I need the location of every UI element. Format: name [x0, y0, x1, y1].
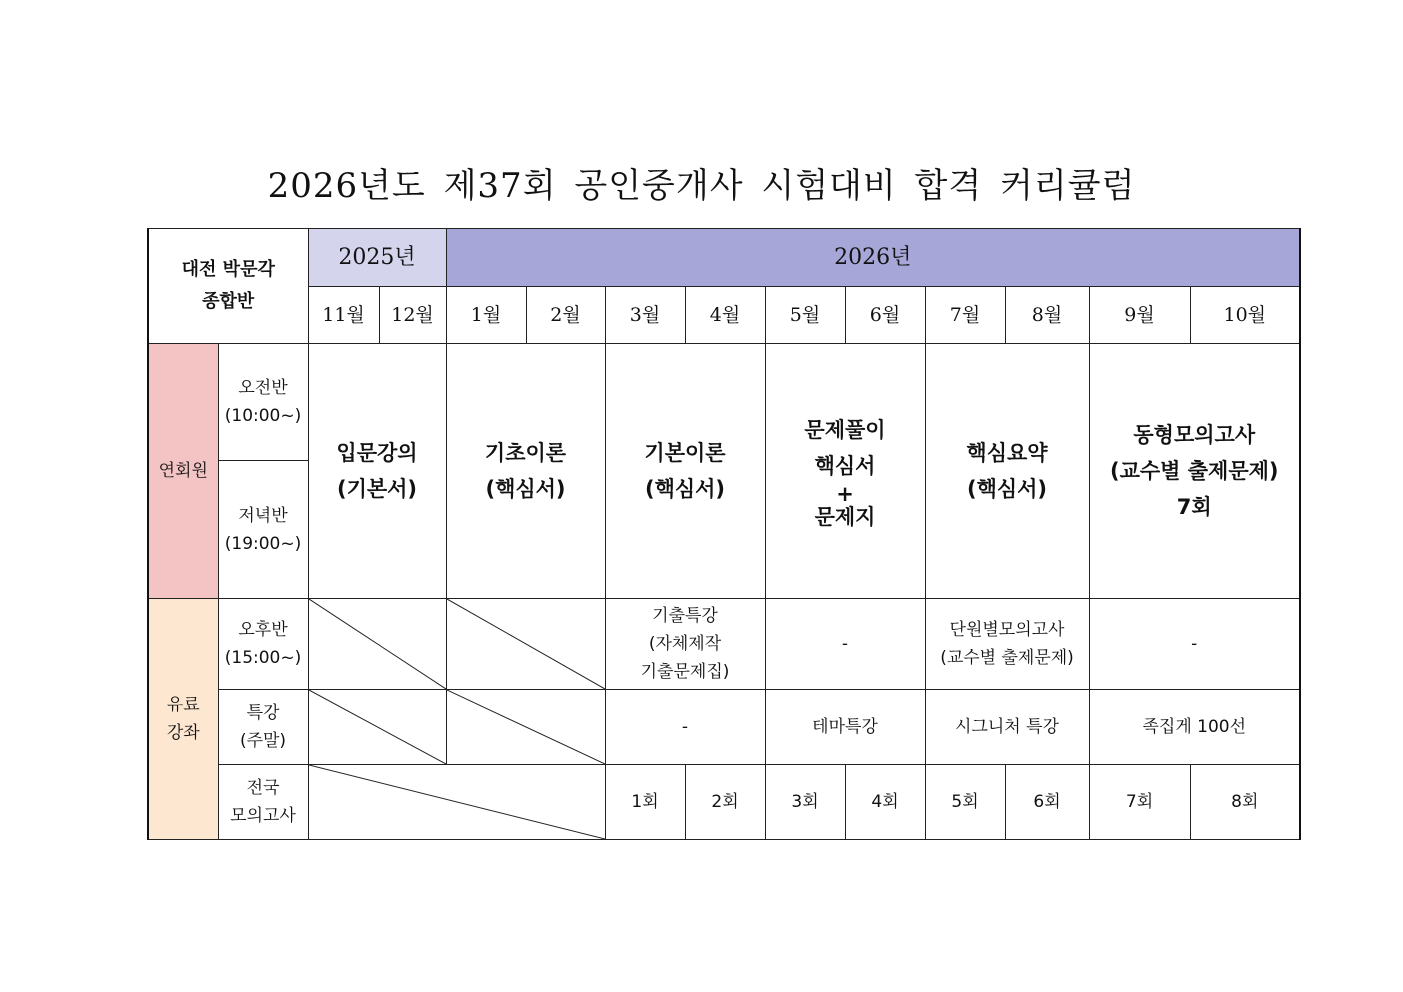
special-class-sub: (주말) — [239, 731, 287, 751]
mock-round: 4회 — [845, 765, 925, 840]
member-group-label: 연회원 — [148, 344, 218, 599]
month-header: 4월 — [685, 287, 765, 344]
course-title: 기초이론 — [484, 441, 567, 465]
course-fundamental-theory — [605, 344, 765, 599]
course-book: (핵심서) — [966, 477, 1048, 501]
paid-group-label-line: 유료 — [166, 695, 200, 715]
month-header: 10월 — [1190, 287, 1300, 344]
course-book: 기출문제집) — [640, 662, 730, 682]
diagonal-line — [447, 690, 605, 764]
course-book: 핵심서 — [814, 454, 876, 478]
course-title: 기출특강 — [652, 606, 718, 626]
org-name: 대전 박문각 — [181, 259, 275, 280]
special-course-none: - — [605, 690, 765, 765]
course-title: 문제풀이 — [804, 418, 886, 442]
evening-class-cell — [218, 461, 308, 599]
afternoon-course-past-exam — [605, 599, 765, 690]
empty-diagonal-cell — [308, 690, 446, 765]
special-course-theme: 테마특강 — [765, 690, 925, 765]
course-book: (핵심서) — [644, 477, 726, 501]
month-header: 9월 — [1089, 287, 1190, 344]
empty-diagonal-cell — [446, 599, 605, 690]
month-header: 8월 — [1005, 287, 1089, 344]
paid-group-label-line: 강좌 — [166, 723, 200, 743]
course-intro — [308, 344, 446, 599]
year-2026-header: 2026년 — [446, 229, 1300, 287]
diagonal-line — [309, 765, 605, 839]
course-title: 기본이론 — [644, 441, 726, 465]
paid-group-label — [148, 599, 218, 840]
empty-diagonal-cell — [308, 765, 605, 840]
mock-exam-label: 전국 — [246, 778, 280, 798]
evening-class-time: (19:00~) — [224, 533, 302, 554]
morning-class-cell — [218, 344, 308, 461]
course-book: 문제지 — [814, 505, 876, 529]
evening-class-label: 저녁반 — [238, 505, 288, 526]
special-class-cell — [218, 690, 308, 765]
month-header: 2월 — [526, 287, 605, 344]
diagonal-line — [309, 690, 446, 764]
curriculum-table — [147, 228, 1301, 840]
mock-round: 1회 — [605, 765, 685, 840]
mock-round: 6회 — [1005, 765, 1089, 840]
mock-exam-label: 모의고사 — [230, 806, 296, 826]
course-title: 단원별모의고사 — [949, 620, 1065, 640]
afternoon-class-label: 오후반 — [238, 620, 288, 640]
year-2025-header: 2025년 — [308, 229, 446, 287]
org-header-cell — [148, 229, 308, 344]
special-course-top100: 족집게 100선 — [1089, 690, 1300, 765]
month-header: 7월 — [925, 287, 1005, 344]
course-problem-solving — [765, 344, 925, 599]
month-header: 12월 — [379, 287, 446, 344]
diagonal-line — [309, 599, 446, 689]
special-course-signature: 시그니처 특강 — [925, 690, 1089, 765]
month-header: 5월 — [765, 287, 845, 344]
mock-round: 2회 — [685, 765, 765, 840]
month-header: 1월 — [446, 287, 526, 344]
empty-diagonal-cell — [446, 690, 605, 765]
afternoon-class-cell — [218, 599, 308, 690]
course-title: 입문강의 — [336, 441, 418, 465]
course-book: (교수별 출제문제) — [1109, 459, 1279, 483]
org-class: 종합반 — [202, 291, 255, 312]
course-book: (핵심서) — [485, 477, 566, 501]
course-mock-exam — [1089, 344, 1300, 599]
course-title: 핵심요약 — [966, 441, 1048, 465]
afternoon-course-none: - — [1089, 599, 1300, 690]
course-title: 동형모의고사 — [1133, 423, 1256, 447]
course-book: (교수별 출제문제) — [940, 648, 1074, 668]
mock-round: 8회 — [1190, 765, 1300, 840]
course-book: (자체제작 — [648, 634, 722, 654]
course-plus: + — [836, 482, 854, 506]
morning-class-time: (10:00~) — [224, 406, 302, 426]
mock-round: 5회 — [925, 765, 1005, 840]
afternoon-class-time: (15:00~) — [224, 648, 302, 668]
morning-class-label: 오전반 — [238, 378, 288, 398]
mock-round: 3회 — [765, 765, 845, 840]
mock-round: 7회 — [1089, 765, 1190, 840]
course-core-summary — [925, 344, 1089, 599]
afternoon-course-none: - — [765, 599, 925, 690]
diagonal-line — [447, 599, 605, 689]
afternoon-course-unit-mock — [925, 599, 1089, 690]
empty-diagonal-cell — [308, 599, 446, 690]
curriculum-table-frame — [147, 228, 1299, 842]
month-header: 11월 — [308, 287, 379, 344]
month-header: 6월 — [845, 287, 925, 344]
mock-exam-cell — [218, 765, 308, 840]
page-title: 2026년도 제37회 공인중개사 시험대비 합격 커리큘럼 — [267, 166, 1136, 206]
course-basic-theory — [446, 344, 605, 599]
course-book: (기본서) — [336, 477, 418, 501]
special-class-label: 특강 — [246, 703, 280, 723]
course-count: 7회 — [1176, 495, 1212, 519]
month-header: 3월 — [605, 287, 685, 344]
